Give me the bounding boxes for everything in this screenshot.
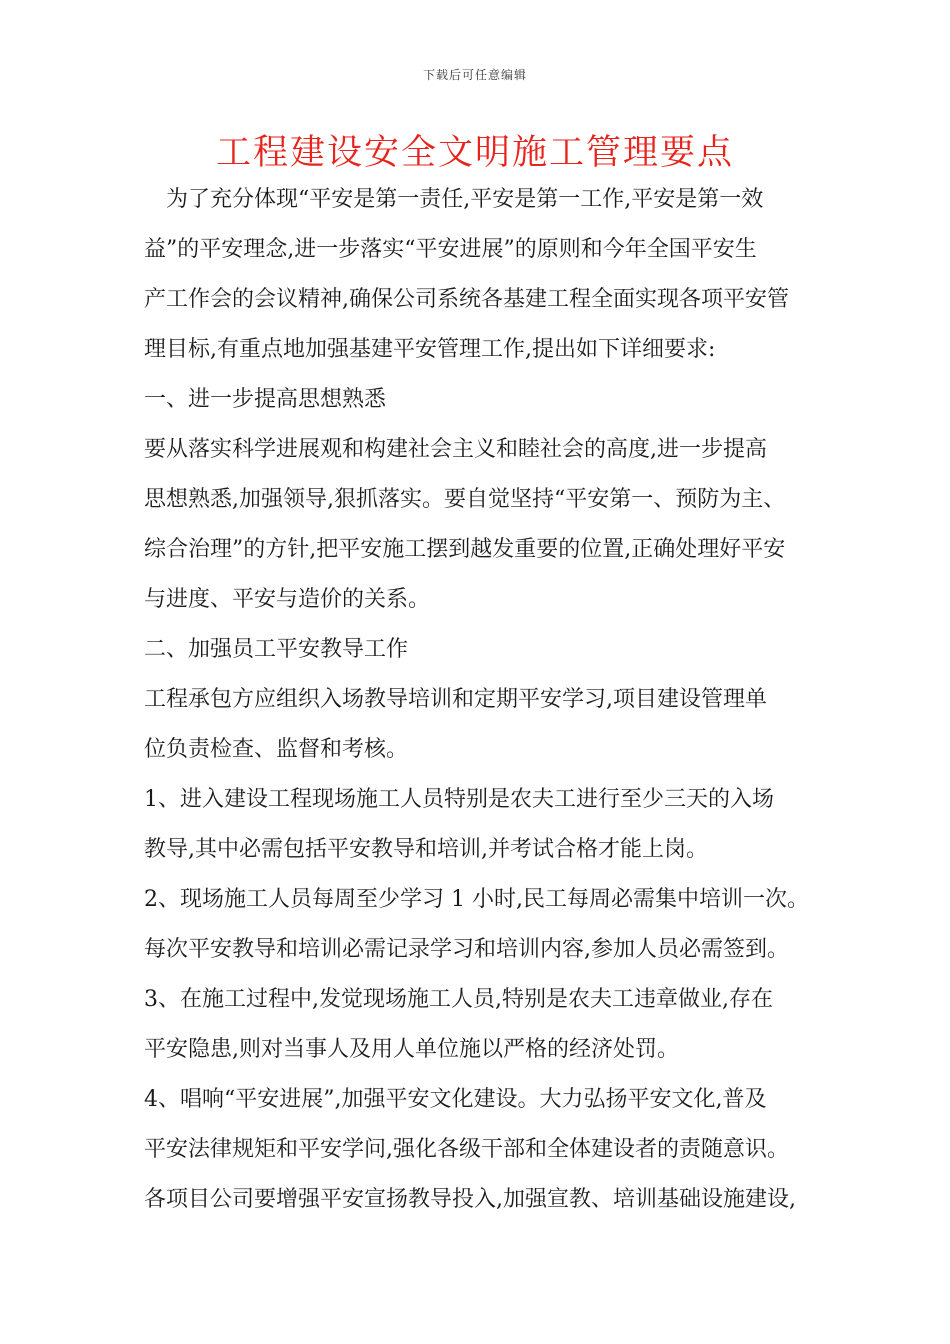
document-body <box>144 175 812 1225</box>
section-heading: 一、进一步提高思想熟悉 <box>144 387 387 412</box>
list-item-line: 2、现场施工人员每周至少学习 1 小时,民工每周必需集中培训一次。 <box>144 887 809 912</box>
body-line: 理目标,有重点地加强基建平安管理工作,提出如下详细要求: <box>144 337 716 362</box>
body-line: 要从落实科学进展观和构建社会主义和睦社会的高度,进一步提高 <box>144 437 767 462</box>
body-line: 与进度、平安与造价的关系。 <box>144 587 431 612</box>
section-heading: 二、加强员工平安教导工作 <box>144 637 409 662</box>
body-line: 益”的平安理念,进一步落实“平安进展”的原则和今年全国平安生 <box>144 237 757 262</box>
body-line: 产工作会的会议精神,确保公司系统各基建工程全面实现各项平安管 <box>144 287 789 312</box>
header-note: 下载后可任意编辑 <box>422 68 527 82</box>
list-item-line: 3、在施工过程中,发觉现场施工人员,特别是农夫工违章做业,存在 <box>144 987 773 1012</box>
list-item-line: 每次平安教导和培训必需记录学习和培训内容,参加人员必需签到。 <box>144 937 789 962</box>
body-line: 为了充分体现“平安是第一责任,平安是第一工作,平安是第一效 <box>144 187 764 212</box>
body-line: 思想熟悉,加强领导,狠抓落实。要自觉坚持“平安第一、预防为主、 <box>144 487 786 512</box>
list-item-line: 1、进入建设工程现场施工人员特别是农夫工进行至少三天的入场 <box>144 787 774 812</box>
list-item-line: 4、唱响“平安进展”,加强平安文化建设。大力弘扬平安文化,普及 <box>144 1087 767 1112</box>
body-line: 综合治理”的方针,把平安施工摆到越发重要的位置,正确处理好平安 <box>144 537 786 562</box>
list-item-line: 平安隐患,则对当事人及用人单位施以严格的经济处罚。 <box>144 1037 679 1062</box>
list-item-line: 各项目公司要增强平安宣扬教导投入,加强宣教、培训基础设施建设, <box>144 1187 796 1212</box>
body-line: 工程承包方应组织入场教导培训和定期平安学习,项目建设管理单 <box>144 687 767 712</box>
body-line: 位负责检查、监督和考核。 <box>144 737 409 762</box>
list-item-line: 教导,其中必需包括平安教导和培训,并考试合格才能上岗。 <box>144 837 708 862</box>
document-title: 工程建设安全文明施工管理要点 <box>215 133 734 173</box>
list-item-line: 平安法律规矩和平安学问,强化各级干部和全体建设者的责随意识。 <box>144 1137 789 1162</box>
